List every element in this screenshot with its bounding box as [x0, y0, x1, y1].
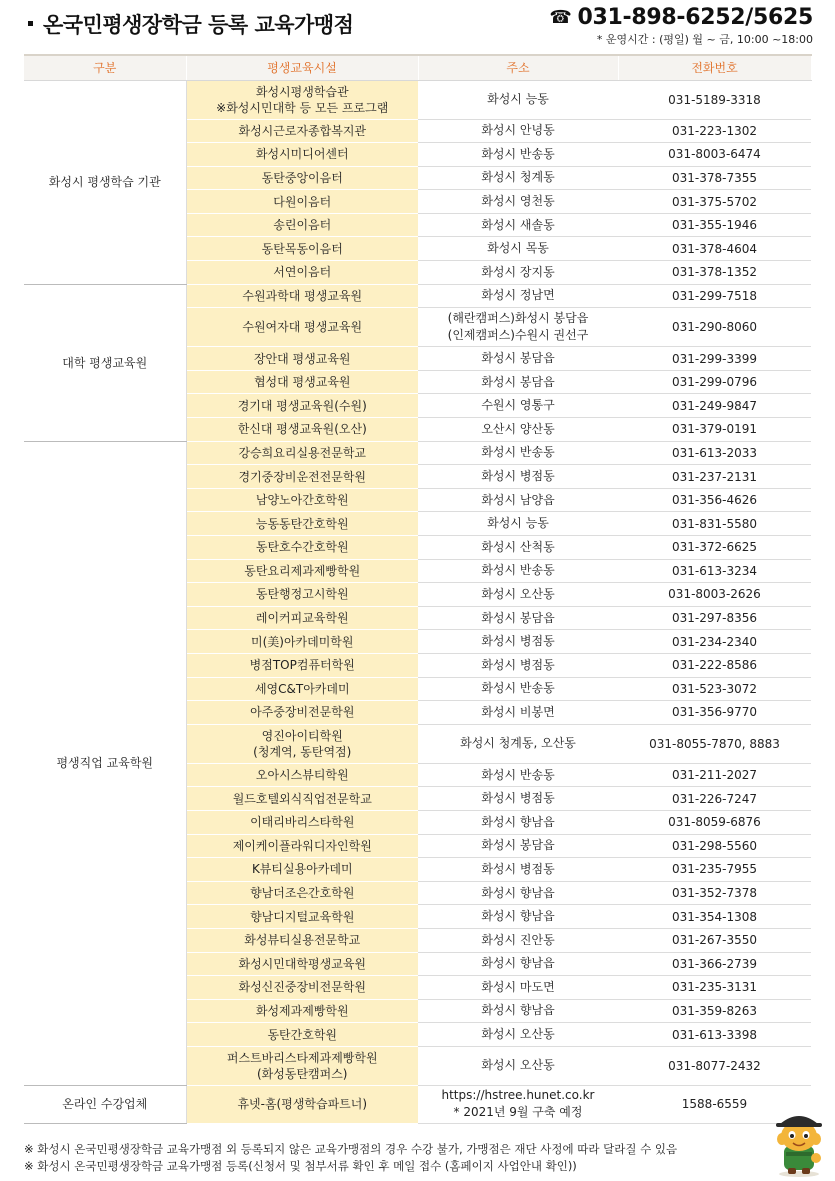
- facility-cell: [186, 763, 418, 787]
- facility-cell: [186, 190, 418, 214]
- facility-name-line: 화성시민대학평생교육원: [238, 956, 366, 971]
- address-cell: [418, 237, 618, 261]
- address-cell: [418, 308, 618, 347]
- column-header-category: 구분: [24, 55, 186, 80]
- address-cell: [418, 119, 618, 143]
- address-cell: [418, 724, 618, 763]
- facility-cell: [186, 653, 418, 677]
- phone-cell: 031-8055-7870, 8883: [618, 724, 811, 763]
- phone-cell: 031-378-1352: [618, 261, 811, 285]
- address-line: 화성시 능동: [487, 92, 549, 106]
- facility-cell: [186, 606, 418, 630]
- phone-cell: 031-299-7518: [618, 284, 811, 308]
- facility-cell: [186, 787, 418, 811]
- address-line: 화성시 오산동: [481, 1058, 555, 1073]
- address-cell: [418, 928, 618, 952]
- address-line: 화성시 봉담읍: [481, 351, 555, 366]
- facility-name-line: 휴넷-홈(평생학습파트너): [237, 1097, 368, 1112]
- facility-cell: [186, 881, 418, 905]
- address-line: 화성시 병점동: [481, 861, 555, 876]
- address-line: 화성시 병점동: [481, 791, 555, 806]
- address-line: 화성시 병점동: [481, 657, 555, 672]
- phone-cell: 031-372-6625: [618, 536, 811, 560]
- telephone-icon: ☎: [549, 7, 572, 28]
- table-row: [24, 441, 811, 465]
- address-cell: [418, 559, 618, 583]
- phone-cell: 031-613-2033: [618, 441, 811, 465]
- facility-name-line: 미(美)아카데미학원: [250, 634, 354, 649]
- address-line: 화성시 봉담읍: [481, 838, 555, 853]
- phone-cell: 031-222-8586: [618, 653, 811, 677]
- address-line: 화성시 오산동: [481, 1027, 555, 1042]
- contact-phone: [549, 5, 813, 30]
- address-line: https://hstree.hunet.co.kr: [441, 1088, 595, 1103]
- address-cell: [418, 536, 618, 560]
- address-cell: [418, 881, 618, 905]
- address-cell: [418, 763, 618, 787]
- facility-cell: [186, 701, 418, 725]
- phone-cell: 031-8003-6474: [618, 143, 811, 167]
- facility-name-line: 동탄요리제과제빵학원: [244, 563, 361, 578]
- phone-cell: 1588-6559: [618, 1085, 811, 1123]
- category-cell: 평생직업 교육학원: [24, 441, 186, 1085]
- contact-block: [549, 5, 813, 47]
- phone-cell: 031-290-8060: [618, 308, 811, 347]
- address-line: 화성시 비봉면: [481, 704, 555, 719]
- facility-name-line: 향남디지털교육학원: [250, 909, 355, 924]
- address-cell: [418, 1023, 618, 1047]
- address-line: 화성시 청계동: [481, 170, 555, 185]
- address-line: (해란캠퍼스)화성시 봉담읍: [447, 311, 589, 326]
- address-line: 화성시 목동: [487, 241, 549, 256]
- address-line: (인제캠퍼스)수원시 권선구: [447, 328, 589, 343]
- facility-cell: [186, 261, 418, 285]
- address-line: 화성시 새솔동: [481, 217, 555, 232]
- address-line: 화성시 남양읍: [481, 492, 555, 507]
- address-cell: [418, 606, 618, 630]
- address-line: 화성시 반송동: [481, 146, 555, 161]
- phone-cell: 031-226-7247: [618, 787, 811, 811]
- facility-name-line: K뷰티실용아카데미: [251, 862, 353, 877]
- phone-cell: 031-299-0796: [618, 370, 811, 394]
- facility-name-line: 동탄호수간호학원: [255, 540, 349, 555]
- phone-cell: 031-355-1946: [618, 213, 811, 237]
- phone-cell: 031-267-3550: [618, 928, 811, 952]
- facility-name-line: (화성동탄캠퍼스): [256, 1066, 348, 1081]
- address-cell: [418, 701, 618, 725]
- phone-cell: 031-235-7955: [618, 858, 811, 882]
- facility-cell: [186, 394, 418, 418]
- address-cell: [418, 512, 618, 536]
- address-line: 화성시 반송동: [481, 445, 555, 460]
- facility-name-line: 화성뷰티실용전문학교: [244, 933, 361, 948]
- facility-name-line: 동탄목동이음터: [261, 241, 343, 256]
- facility-name-line: 한신대 평생교육원(오산): [237, 422, 367, 437]
- footnote: ※ 화성시 온국민평생장학금 교육가맹점 등록(신청서 및 첨부서류 확인 후 메일 접수 (홈페이지 사업안내 확인)): [24, 1159, 577, 1173]
- address-line: 화성시 향남읍: [481, 956, 555, 971]
- address-cell: [418, 787, 618, 811]
- facility-cell: [186, 834, 418, 858]
- address-cell: [418, 653, 618, 677]
- facility-name-line: 경기중장비운전전문학원: [238, 469, 366, 484]
- facility-name-line: 다원이음터: [273, 194, 332, 209]
- facility-name-line: 서연이음터: [273, 265, 332, 280]
- address-cell: [418, 905, 618, 929]
- phone-cell: 031-211-2027: [618, 763, 811, 787]
- facility-cell: [186, 952, 418, 976]
- phone-cell: 031-831-5580: [618, 512, 811, 536]
- category-cell: 대학 평생교육원: [24, 284, 186, 441]
- address-cell: [418, 976, 618, 1000]
- facility-cell: [186, 441, 418, 465]
- facility-name-line: 화성시미디어센터: [255, 147, 349, 162]
- facility-cell: [186, 213, 418, 237]
- address-cell: [418, 630, 618, 654]
- phone-cell: 031-354-1308: [618, 905, 811, 929]
- operating-hours: * 운영시간 : (평일) 월 ~ 금, 10:00 ~18:00: [596, 33, 813, 46]
- facility-cell: [186, 418, 418, 442]
- facility-cell: [186, 1023, 418, 1047]
- facility-cell: [186, 308, 418, 347]
- facility-name-line: (청계역, 동탄역점): [253, 744, 352, 759]
- facility-cell: [186, 724, 418, 763]
- facility-cell: [186, 999, 418, 1023]
- facility-cell: [186, 976, 418, 1000]
- address-line: 화성시 청계동, 오산동: [460, 736, 576, 751]
- phone-cell: 031-613-3398: [618, 1023, 811, 1047]
- facility-name-line: 수원과학대 평생교육원: [242, 288, 363, 303]
- facility-name-line: 강승희요리실용전문학교: [238, 445, 366, 460]
- facility-name-line: 세영C&T아카데미: [254, 681, 350, 696]
- address-cell: [418, 488, 618, 512]
- address-cell: [418, 583, 618, 607]
- phone-cell: 031-8059-6876: [618, 810, 811, 834]
- facility-cell: [186, 119, 418, 143]
- address-cell: [418, 190, 618, 214]
- facility-cell: [186, 237, 418, 261]
- category-cell: 온라인 수강업체: [24, 1085, 186, 1123]
- facility-cell: [186, 512, 418, 536]
- phone-cell: 031-5189-3318: [618, 80, 811, 119]
- footnotes: [24, 1141, 677, 1175]
- address-line: 화성시 정남면: [481, 288, 555, 303]
- column-header-phone: 전화번호: [618, 55, 811, 80]
- address-line: 수원시 영통구: [481, 398, 555, 413]
- address-line: 화성시 봉담읍: [481, 374, 555, 389]
- address-cell: [418, 213, 618, 237]
- address-cell: [418, 80, 618, 119]
- facility-cell: [186, 1046, 418, 1085]
- title-bullet: [28, 21, 33, 26]
- facility-cell: [186, 583, 418, 607]
- phone-cell: 031-234-2340: [618, 630, 811, 654]
- facility-name-line: 화성제과제빵학원: [255, 1003, 349, 1018]
- facility-name-line: 퍼스트바리스타제과제빵학원: [226, 1050, 378, 1065]
- address-cell: [418, 284, 618, 308]
- facility-cell: [186, 810, 418, 834]
- facility-cell: [186, 347, 418, 371]
- table-body: [24, 80, 811, 1123]
- phone-cell: 031-235-3131: [618, 976, 811, 1000]
- facility-cell: [186, 677, 418, 701]
- phone-cell: 031-378-7355: [618, 166, 811, 190]
- table-row: [24, 284, 811, 308]
- facility-cell: [186, 465, 418, 489]
- facility-name-line: 동탄행정고시학원: [255, 587, 349, 602]
- facility-name-line: 동탄간호학원: [267, 1027, 338, 1042]
- address-line: 화성시 향남읍: [481, 814, 555, 829]
- category-cell: 화성시 평생학습 기관: [24, 80, 186, 284]
- address-cell: [418, 999, 618, 1023]
- address-cell: [418, 418, 618, 442]
- facility-name-line: 화성신진중장비전문학원: [238, 980, 366, 995]
- address-line: 화성시 향남읍: [481, 909, 555, 924]
- phone-cell: 031-8077-2432: [618, 1046, 811, 1085]
- address-line: 화성시 병점동: [481, 634, 555, 649]
- address-line: 화성시 산척동: [481, 539, 555, 554]
- page-title-text: 온국민평생장학금 등록 교육가맹점: [43, 13, 354, 37]
- facility-cell: [186, 858, 418, 882]
- facility-cell: [186, 284, 418, 308]
- phone-cell: 031-298-5560: [618, 834, 811, 858]
- phone-cell: 031-613-3234: [618, 559, 811, 583]
- address-line: 화성시 진안동: [481, 932, 555, 947]
- phone-cell: 031-366-2739: [618, 952, 811, 976]
- address-line: 화성시 향남읍: [481, 885, 555, 900]
- address-cell: [418, 166, 618, 190]
- address-cell: [418, 952, 618, 976]
- page-header: [0, 0, 835, 52]
- address-line: 화성시 능동: [487, 516, 549, 531]
- address-cell: [418, 1085, 618, 1123]
- facility-cell: [186, 559, 418, 583]
- facility-name-line: 오아시스뷰티학원: [255, 768, 349, 783]
- address-line: 화성시 반송동: [481, 563, 555, 578]
- table-row: [24, 80, 811, 119]
- facility-cell: [186, 630, 418, 654]
- facility-name-line: 병점TOP컴퓨터학원: [249, 658, 355, 673]
- facility-name-line: 남양노아간호학원: [255, 493, 349, 508]
- mascot-illustration: [768, 1106, 830, 1178]
- facility-name-line: 향남더조은간호학원: [250, 886, 355, 901]
- phone-cell: 031-359-8263: [618, 999, 811, 1023]
- phone-cell: 031-299-3399: [618, 347, 811, 371]
- facility-cell: [186, 488, 418, 512]
- address-line: 화성시 장지동: [481, 264, 555, 279]
- address-cell: [418, 394, 618, 418]
- facility-name-line: 레이커피교육학원: [255, 611, 349, 626]
- facility-name-line: 이태리바리스타학원: [250, 815, 355, 830]
- facility-name-line: 아주중장비전문학원: [250, 705, 355, 720]
- facility-cell: [186, 1085, 418, 1123]
- facility-cell: [186, 166, 418, 190]
- phone-cell: 031-356-4626: [618, 488, 811, 512]
- address-cell: [418, 834, 618, 858]
- facility-name-line: 영진아이티학원: [261, 728, 343, 743]
- address-line: 화성시 향남읍: [481, 1003, 555, 1018]
- phone-cell: 031-378-4604: [618, 237, 811, 261]
- facility-name-line: 동탄중앙이음터: [261, 170, 343, 185]
- address-line: 화성시 반송동: [481, 681, 555, 696]
- phone-cell: 031-237-2131: [618, 465, 811, 489]
- table-header-row: [24, 55, 811, 80]
- column-header-address: 주소: [418, 55, 618, 80]
- facility-name-line: 화성시근로자종합복지관: [238, 123, 366, 138]
- column-header-facility: 평생교육시설: [186, 55, 418, 80]
- address-line: 화성시 안녕동: [481, 123, 555, 138]
- facility-name-line: 협성대 평생교육원: [253, 375, 351, 390]
- address-cell: [418, 370, 618, 394]
- address-cell: [418, 810, 618, 834]
- phone-cell: 031-297-8356: [618, 606, 811, 630]
- phone-cell: 031-523-3072: [618, 677, 811, 701]
- address-cell: [418, 441, 618, 465]
- facility-cell: [186, 905, 418, 929]
- facility-name-line: 제이케이플라워디자인학원: [232, 838, 372, 853]
- phone-cell: 031-223-1302: [618, 119, 811, 143]
- facility-cell: [186, 143, 418, 167]
- address-line: 화성시 영천동: [481, 194, 555, 209]
- facility-name-line: 수원여자대 평생교육원: [242, 320, 363, 335]
- facility-name-line: 경기대 평생교육원(수원): [237, 398, 367, 413]
- footnote: ※ 화성시 온국민평생장학금 교육가맹점 외 등록되지 않은 교육가맹점의 경우 수강 불가, 가맹점은 재단 사정에 따라 달라질 수 있음: [24, 1142, 678, 1156]
- phone-cell: 031-356-9770: [618, 701, 811, 725]
- address-cell: [418, 465, 618, 489]
- facility-name-line: 송린이음터: [273, 218, 332, 233]
- table-row: [24, 1085, 811, 1123]
- address-line: 화성시 오산동: [481, 586, 555, 601]
- facility-cell: [186, 536, 418, 560]
- page-title: [28, 9, 353, 39]
- address-line: 화성시 병점동: [481, 469, 555, 484]
- facility-name-line: ※화성시민대학 등 모든 프로그램: [216, 100, 389, 115]
- address-line: 화성시 마도면: [481, 979, 555, 994]
- facility-name-line: 장안대 평생교육원: [253, 351, 351, 366]
- address-cell: [418, 261, 618, 285]
- address-line: * 2021년 9월 구축 예정: [453, 1105, 583, 1120]
- address-line: 화성시 반송동: [481, 767, 555, 782]
- address-cell: [418, 858, 618, 882]
- address-line: 오산시 양산동: [481, 421, 555, 436]
- facility-name-line: 능동동탄간호학원: [255, 516, 349, 531]
- address-cell: [418, 347, 618, 371]
- address-cell: [418, 143, 618, 167]
- phone-cell: 031-352-7378: [618, 881, 811, 905]
- address-line: 화성시 봉담읍: [481, 610, 555, 625]
- phone-cell: 031-8003-2626: [618, 583, 811, 607]
- contact-phone-number: 031-898-6252/5625: [577, 5, 813, 30]
- facility-cell: [186, 928, 418, 952]
- address-cell: [418, 1046, 618, 1085]
- facility-name-line: 월드호텔외식직업전문학교: [232, 791, 372, 806]
- phone-cell: 031-249-9847: [618, 394, 811, 418]
- address-cell: [418, 677, 618, 701]
- phone-cell: 031-379-0191: [618, 418, 811, 442]
- facility-cell: [186, 370, 418, 394]
- phone-cell: 031-375-5702: [618, 190, 811, 214]
- facility-table: [24, 54, 812, 1124]
- facility-cell: [186, 80, 418, 119]
- facility-name-line: 화성시평생학습관: [255, 84, 349, 99]
